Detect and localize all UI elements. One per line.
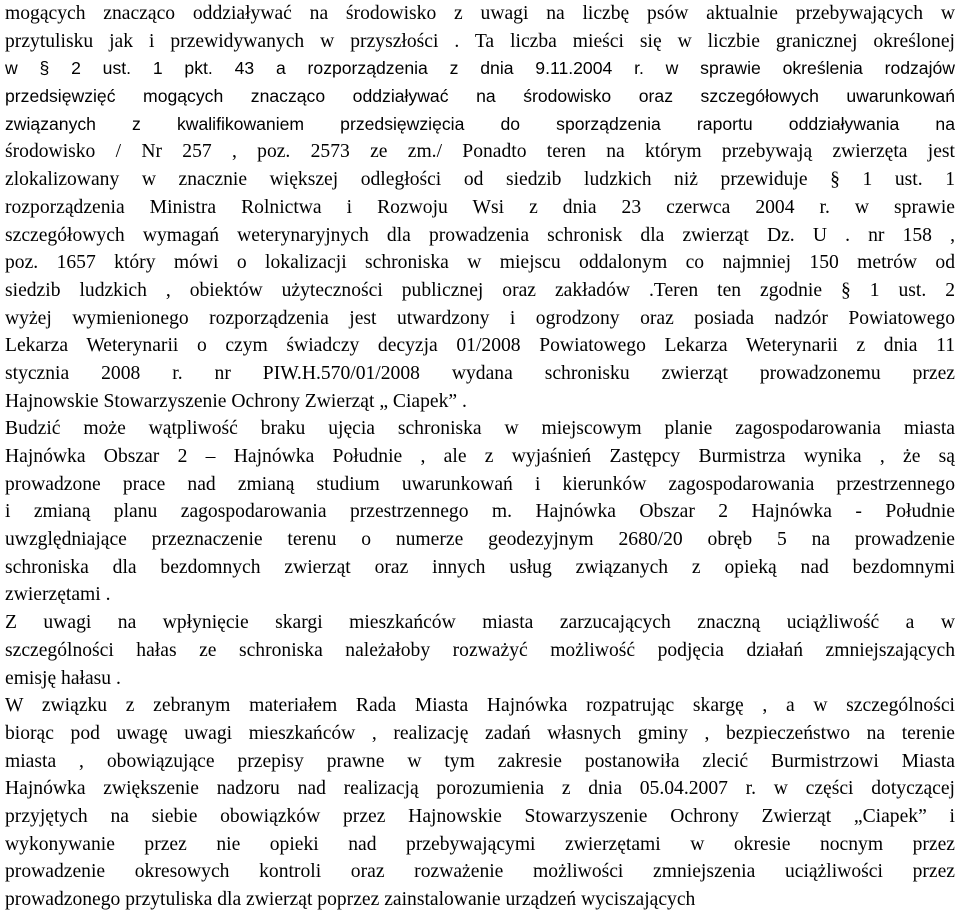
text-line: Hajnowskie Stowarzyszenie Ochrony Zwierząt „ Ciapek” . (5, 390, 467, 412)
text-line: uwzględniające przeznaczenie terenu o numerze geodezyjnym 2680/20 obręb 5 na prowadzenie (5, 529, 955, 551)
text-line: schroniska dla bezdomnych zwierząt oraz innych usług związanych z opieką nad bezdomnymi (5, 556, 955, 578)
text-line: miasta , obowiązujące przepisy prawne w tym zakresie postanowiła zlecić Burmistrzowi Miasta (5, 750, 955, 772)
text-line: zwierzętami . (5, 584, 111, 606)
text-line: poz. 1657 który mówi o lokalizacji schroniska w miejscu oddalonym co najmniej 150 metrów od (5, 252, 955, 274)
text-line: i zmianą planu zagospodarowania przestrzennego m. Hajnówka Obszar 2 Hajnówka - Południe (5, 501, 955, 523)
text-line: prowadzonego przytuliska dla zwierząt poprzez zainstalowanie urządzeń wyciszających (5, 889, 696, 910)
text-line: stycznia 2008 r. nr PIW.H.570/01/2008 wydana schronisku zwierząt prowadzonemu przez (5, 362, 955, 384)
document-page (5, 0, 955, 914)
text-line: w § 2 ust. 1 pkt. 43 a rozporządzenia z dnia 9.11.2004 r. w sprawie określenia rodzajów (5, 58, 955, 79)
text-line: Z uwagi na wpłynięcie skargi mieszkańców miasta zarzucających znaczną uciążliwość a w (5, 612, 955, 634)
text-line: rozporządzenia Ministra Rolnictwa i Rozwoju Wsi z dnia 23 czerwca 2004 r. w sprawie (5, 196, 955, 218)
text-line: wyżej wymienionego rozporządzenia jest utwardzony i ogrodzony oraz posiada nadzór Powiatowego (5, 307, 955, 329)
text-line: Lekarza Weterynarii o czym świadczy decyzja 01/2008 Powiatowego Lekarza Weterynarii z dnia 11 (5, 335, 955, 357)
text-line: szczegółowych wymagań weterynaryjnych dla prowadzenia schronisk dla zwierząt Dz. U . nr 158 , (5, 224, 955, 246)
text-line: przyjętych na siebie obowiązków przez Hajnowskie Stowarzyszenie Ochrony Zwierząt „Ciapek” i (5, 805, 955, 827)
text-line: Hajnówka Obszar 2 – Hajnówka Południe , ale z wyjaśnień Zastępcy Burmistrza wynika , że są (5, 446, 955, 467)
text-line: biorąc pod uwagę uwagi mieszkańców , realizację zadań własnych gminy , bezpieczeństwo na terenie (5, 722, 955, 744)
text-line: prowadzone prace nad zmianą studium uwarunkowań i kierunków zagospodarowania przestrzennego (5, 473, 955, 495)
text-line: przedsięwzięć mogących znacząco oddziaływać na środowisko oraz szczegółowych uwarunkowań (5, 86, 955, 107)
text-line: związanych z kwalifikowaniem przedsięwzięcia do sporządzenia raportu oddziaływania na (5, 113, 955, 134)
text-line: emisję hałasu . (5, 667, 121, 689)
text-line: wykonywanie przez nie opieki nad przebywającymi zwierzętami w okresie nocnym przez (5, 833, 955, 855)
text-line: mogących znacząco oddziaływać na środowisko z uwagi na liczbę psów aktualnie przebywających w (5, 3, 955, 24)
text-line: Hajnówka zwiększenie nadzoru nad realizacją porozumienia z dnia 05.04.2007 r. w części dotyczącej (5, 778, 955, 800)
text-line: szczególności hałas ze schroniska należałoby rozważyć możliwość podjęcia działań zmniejszających (5, 639, 955, 661)
text-line: siedzib ludzkich , obiektów użyteczności publicznej oraz zakładów .Teren ten zgodnie § 1 ust. 2 (5, 279, 955, 301)
text-line: W związku z zebranym materiałem Rada Miasta Hajnówka rozpatrując skargę , a w szczególności (5, 695, 955, 717)
text-line: środowisko / Nr 257 , poz. 2573 ze zm./ Ponadto teren na którym przebywają zwierzęta jest (5, 141, 955, 163)
text-line: prowadzenie okresowych kontroli oraz rozważenie możliwości zmniejszenia uciążliwości przez (5, 861, 955, 883)
text-line: przytulisku jak i przewidywanych w przyszłości . Ta liczba mieści się w liczbie granicznej określonej (5, 30, 955, 52)
text-line: Budzić może wątpliwość braku ujęcia schroniska w miejscowym planie zagospodarowania miasta (5, 418, 955, 440)
text-line: zlokalizowany w znacznie większej odległości od siedzib ludzkich niż przewiduje § 1 ust. 1 (5, 169, 955, 191)
